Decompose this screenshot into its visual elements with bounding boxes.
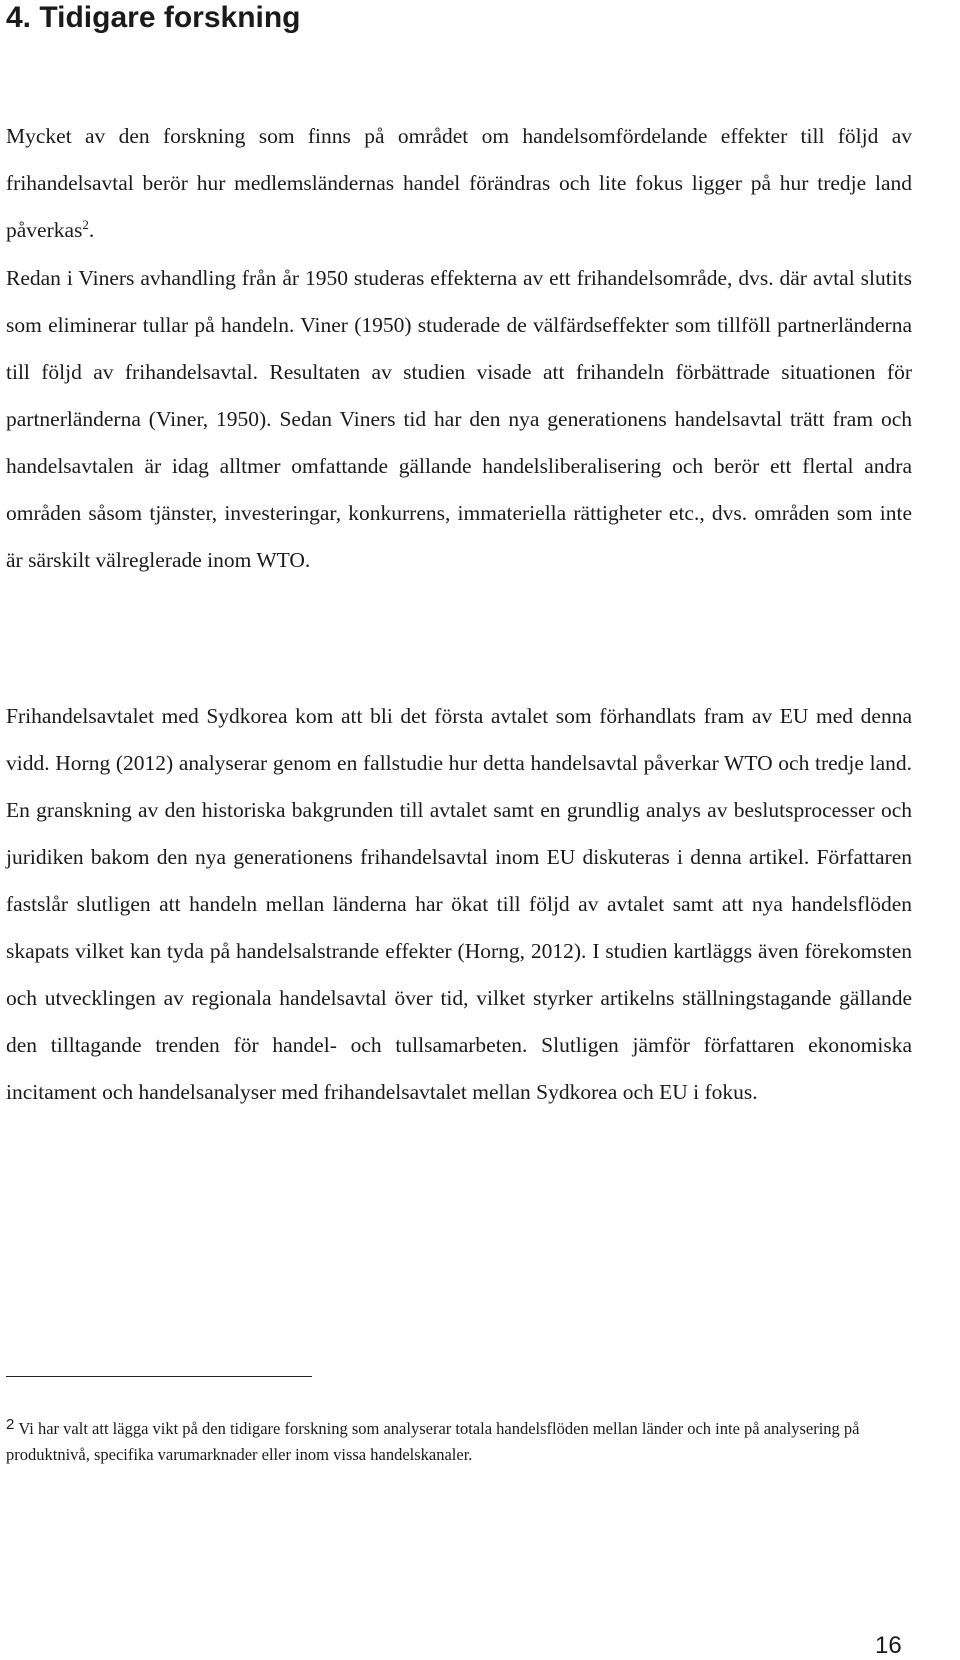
paragraph-1 [6,113,912,254]
footnote-marker: 2 [6,1416,15,1433]
paragraph-3: Frihandelsavtalet med Sydkorea kom att bli det första avtalet som förhandlats fram av EU med denna vidd. Horng (2012) analyserar genom en fallstudie hur detta handelsavtal påverkar WTO och tredje land. En granskning av den historiska bakgrunden till avtalet samt en grundlig analys av beslutsprocesser och juridiken bakom den nya generationens frihandelsavtal inom EU diskuteras i denna artikel. Författaren fastslår slutligen att handeln mellan länderna har ökat till följd av avtalet samt att nya handelsflöden skapats vilket kan tyda på handelsalstrande effekter (Horng, 2012). I studien kartläggs även förekomsten och utvecklingen av regionala handelsavtal över tid, vilket styrker artikelns ställningstagande gällande den tilltagande trenden för handel- och tullsamarbeten. Slutligen jämför författaren ekonomiska incitament och handelsanalyser med frihandelsavtalet mellan Sydkorea och EU i fokus. [6,704,912,1104]
footnote [6,1412,912,1468]
footnote-separator [6,1376,312,1377]
paragraph-1-end: . [88,218,95,242]
page-number: 16 [875,1632,902,1659]
paragraph-2: Redan i Viners avhandling från år 1950 studeras effekterna av ett frihandelsområde, dvs. där avtal slutits som eliminerar tullar på handeln. Viner (1950) studerade de välfärdseffekter som tillföll partnerländerna till följd av frihandelsavtal. Resultaten av studien visade att frihandeln förbättrade situationen för partnerländerna (Viner, 1950). Sedan Viners tid har den nya generationens handelsavtal trätt fram och handelsavtalen är idag alltmer omfattande gällande handelsliberalisering och berör ett flertal andra områden såsom tjänster, investeringar, konkurrens, immateriella rättigheter etc., dvs. områden som inte är särskilt välreglerade inom WTO. [6,266,912,572]
footnote-reference: 2 [82,216,89,232]
paragraph-1-text: Mycket av den forskning som finns på området om handelsomfördelande effekter till följd av frihandelsavtal berör hur medlemsländernas handel förändras och lite fokus ligger på hur tredje land påverkas [6,124,912,242]
section-heading: 4. Tidigare forskning [6,1,301,34]
footnote-text: Vi har valt att lägga vikt på den tidigare forskning som analyserar totala handelsflöden mellan länder och inte på analysering på produktnivå, specifika varumarknader eller inom vissa handelskanaler. [6,1419,860,1464]
